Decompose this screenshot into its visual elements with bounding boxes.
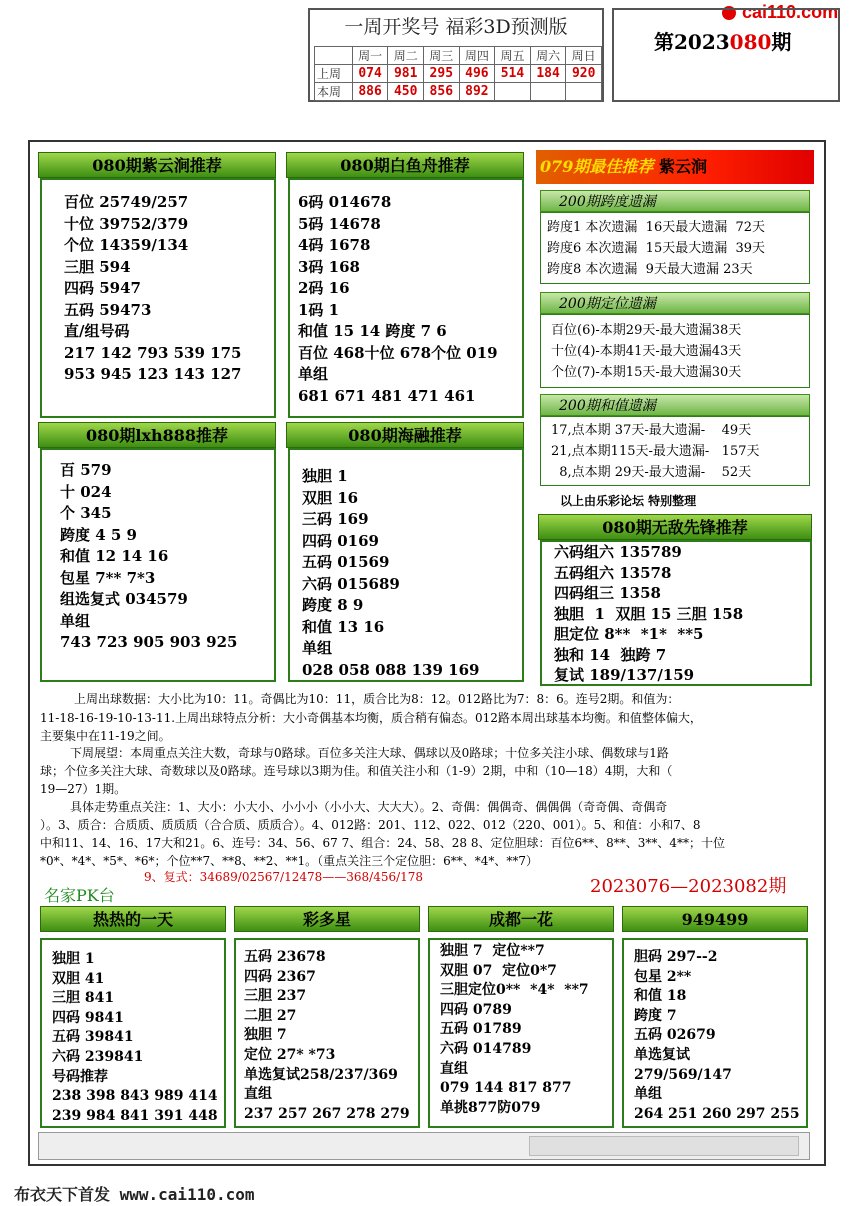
analysis-line: 主要集中在11-19之间。 xyxy=(40,729,171,743)
list-item: 独胆 7 xyxy=(244,1027,287,1044)
day-header: 周日 xyxy=(566,47,602,65)
list-item: 定位 27* *73 xyxy=(244,1046,336,1063)
position-omission-lines xyxy=(551,320,741,383)
bottom-panel-3-lines xyxy=(440,942,589,1118)
list-item: 双胆 41 xyxy=(52,970,105,987)
position-omission-title: 200期定位遗漏 xyxy=(540,292,810,314)
bottom-panel-3-title: 成都一花 xyxy=(428,906,614,932)
list-item: 五码 01789 xyxy=(440,1021,522,1038)
list-item: 2码 16 xyxy=(298,279,350,297)
list-item: 直组 xyxy=(440,1060,468,1077)
list-item: 1码 1 xyxy=(298,300,340,319)
bottom-panel-2-lines xyxy=(244,948,410,1124)
list-item: 和值 15 14 跨度 7 6 xyxy=(298,322,447,340)
bottom-bar-inner xyxy=(529,1136,799,1156)
list-item: 217 142 793 539 175 xyxy=(64,343,242,362)
result-cell xyxy=(530,83,566,101)
list-item: 279/569/147 xyxy=(634,1066,732,1083)
panel-1 xyxy=(40,178,276,418)
list-item: 三胆 594 xyxy=(64,257,131,276)
result-cell: 856 xyxy=(424,83,460,101)
list-item: 三胆 841 xyxy=(52,990,115,1007)
issue-range: 2023076—2023082期 xyxy=(590,876,787,897)
span-omission-lines xyxy=(547,217,765,280)
list-item: 21,点本期115天-最大遗漏- 157天 xyxy=(551,444,760,459)
list-item: 四码 9841 xyxy=(52,1009,124,1026)
bottom-panel-2 xyxy=(234,938,420,1128)
result-cell xyxy=(566,83,602,101)
list-item: 独和 14 独跨 7 xyxy=(554,645,667,664)
result-cell: 920 xyxy=(566,65,602,83)
list-item: 028 058 088 139 169 xyxy=(302,660,480,679)
analysis-line: 9、复式：34689/02567/12478——368/456/178 xyxy=(144,870,424,884)
list-item: 独胆 1 双胆 15 三胆 158 xyxy=(554,604,744,623)
day-header: 周六 xyxy=(530,47,566,65)
result-cell: 892 xyxy=(459,83,495,101)
list-item: 个 345 xyxy=(60,504,112,522)
list-item: 和值 13 16 xyxy=(302,617,385,636)
span-omission-title: 200期跨度遗漏 xyxy=(540,190,810,212)
list-item: 四码 5947 xyxy=(64,279,141,297)
list-item: 四码组三 1358 xyxy=(554,584,661,602)
list-item: 四码 0789 xyxy=(440,1001,512,1018)
result-cell: 514 xyxy=(495,65,531,83)
list-item: 双胆 16 xyxy=(302,488,359,507)
list-item: 953 945 123 143 127 xyxy=(64,365,242,383)
result-cell: 450 xyxy=(388,83,424,101)
list-item: 238 398 843 989 414 xyxy=(52,1088,218,1105)
panel-4-title: 080期海融推荐 xyxy=(286,422,524,448)
list-item: 跨度 7 xyxy=(634,1007,677,1024)
bottom-panel-3 xyxy=(428,938,614,1128)
list-item: 百位 25749/257 xyxy=(64,193,189,211)
best-recommend-banner: 079期最佳推荐 紫云涧 xyxy=(536,150,814,184)
list-item: 8,点本期 29天-最大遗漏- 52天 xyxy=(551,465,752,480)
analysis-line: *0*、*4*、*5*、*6*；个位**7、**8、**2、**1。（重点关注三个定位胆：6**、*4*、**7） xyxy=(40,854,538,868)
list-item: 单组 xyxy=(634,1086,662,1103)
bottom-panel-4-lines xyxy=(634,948,800,1124)
list-item: 号码推荐 xyxy=(52,1068,108,1085)
list-item: 六码 014789 xyxy=(440,1040,532,1057)
list-item: 四码 2367 xyxy=(244,968,316,985)
list-item: 五码组六 13578 xyxy=(554,563,672,582)
day-header: 周三 xyxy=(424,47,460,65)
result-cell: 496 xyxy=(459,65,495,83)
list-item: 单选复试258/237/369 xyxy=(244,1066,398,1083)
list-item: 十位 39752/379 xyxy=(64,214,189,233)
list-item: 单挑877防079 xyxy=(440,1099,541,1116)
list-item: 胆定位 8** *1* **5 xyxy=(554,625,704,643)
position-omission-panel xyxy=(540,314,810,388)
panel-5-title: 080期无敌先锋推荐 xyxy=(538,514,812,540)
list-item: 包星 7** 7*3 xyxy=(60,568,156,587)
analysis-line: 下周展望：本周重点关注大数，奇球与0路球。百位多关注大球、偶球以及0路球；十位多关注小球、偶数球与1路 xyxy=(70,746,669,760)
result-cell: 886 xyxy=(352,83,388,101)
day-header: 周五 xyxy=(495,47,531,65)
list-item: 个位 14359/134 xyxy=(64,236,189,254)
panel-2-lines xyxy=(298,192,498,407)
list-item: 独胆 1 xyxy=(52,951,95,967)
panel-4-lines xyxy=(302,466,479,681)
panel-2-title: 080期白鱼舟推荐 xyxy=(286,152,524,178)
analysis-line: 具体走势重点关注：1、大小：小大小、小小小（小小大、大大大）。2、奇偶：偶偶奇、偶偶偶（奇奇偶、奇偶奇 xyxy=(70,800,668,814)
list-item: 直组 xyxy=(244,1086,272,1103)
day-header: 周四 xyxy=(459,47,495,65)
bottom-panel-1 xyxy=(40,938,226,1128)
list-item: 独胆 1 xyxy=(302,467,348,485)
result-cell: 981 xyxy=(388,65,424,83)
list-item: 三胆 237 xyxy=(244,988,307,1005)
list-item: 单选复试 xyxy=(634,1046,690,1063)
panel-1-lines xyxy=(64,192,241,386)
day-header: 周二 xyxy=(388,47,424,65)
analysis-line: 11-18-16-19-10-13-11.上周出球特点分析：大小奇偶基本均衡，质合稍有偏态。012路本周出球基本均衡。和值整体偏大， xyxy=(40,711,702,725)
list-item: 六码 015689 xyxy=(302,574,400,593)
sum-omission-lines xyxy=(551,420,759,483)
bottom-bar xyxy=(38,1132,810,1160)
list-item: 四码 0169 xyxy=(302,531,379,550)
list-item: 跨度1 本次遗漏 16天最大遗漏 72天 xyxy=(547,220,766,235)
list-item: 3码 168 xyxy=(298,257,360,276)
panel-3 xyxy=(40,448,276,682)
list-item: 组选复式 034579 xyxy=(60,590,188,608)
panel-3-lines xyxy=(60,460,237,654)
list-item: 百 579 xyxy=(60,461,112,479)
row-label: 上周 xyxy=(315,65,353,83)
list-item: 5码 14678 xyxy=(298,214,381,233)
result-cell: 295 xyxy=(424,65,460,83)
list-item: 十 024 xyxy=(60,482,112,501)
sum-omission-title: 200期和值遗漏 xyxy=(540,394,810,416)
result-cell xyxy=(495,83,531,101)
bottom-panel-4 xyxy=(622,938,808,1128)
panel-5 xyxy=(540,540,812,686)
list-item: 五码 02679 xyxy=(634,1027,716,1044)
table-row xyxy=(315,83,602,101)
panel-2 xyxy=(288,178,524,418)
pk-title: 名家PK台 xyxy=(44,886,115,905)
list-item: 743 723 905 903 925 xyxy=(60,633,238,651)
analysis-line: 中和11、14、16、17大和21。6、连号：34、56、67 7、组合：24、58、28 8、定位胆球：百位6**、8**、3**、4**；十位 xyxy=(40,836,726,850)
list-item: 百位 468十位 678个位 019 xyxy=(298,343,498,362)
bottom-panel-4-title: 949499 xyxy=(622,906,808,932)
list-item: 五码 01569 xyxy=(302,553,390,571)
list-item: 单组 xyxy=(298,365,329,383)
list-item: 239 984 841 391 448 xyxy=(52,1107,218,1124)
list-item: 681 671 481 471 461 xyxy=(298,386,476,405)
credit-text: 以上由乐彩论坛 特别整理 xyxy=(560,494,697,508)
list-item: 跨度 8 9 xyxy=(302,596,364,614)
list-item: 和值 18 xyxy=(634,988,687,1005)
issue-title: 第2023080期 xyxy=(654,30,792,54)
span-omission-panel xyxy=(540,212,810,284)
list-item: 五码 23678 xyxy=(244,949,326,965)
analysis-line: ）。3、质合：合质质、质质质（合合质、质质合）。4、012路：201、112、022、012（220、001）。5、和值：小和7、8 xyxy=(40,818,701,832)
list-item: 独胆 7 定位**7 xyxy=(440,943,545,959)
list-item: 264 251 260 297 255 xyxy=(634,1105,800,1122)
list-item: 跨度6 本次遗漏 15天最大遗漏 39天 xyxy=(547,241,766,256)
panel-5-lines xyxy=(554,542,743,686)
list-item: 个位(7)-本期15天-最大遗漏30天 xyxy=(551,365,742,380)
list-item: 和值 12 14 16 xyxy=(60,547,169,565)
list-item: 17,点本期 37天-最大遗漏- 49天 xyxy=(551,423,752,438)
list-item: 跨度8 本次遗漏 9天最大遗漏 23天 xyxy=(547,262,753,277)
list-item: 胆码 297--2 xyxy=(634,949,718,965)
list-item: 237 257 267 278 279 xyxy=(244,1105,410,1122)
result-cell: 074 xyxy=(352,65,388,83)
bottom-panel-1-title: 热热的一天 xyxy=(40,906,226,932)
bottom-panel-1-lines xyxy=(52,950,218,1126)
logo-text: cai110.com xyxy=(742,2,839,22)
table-row xyxy=(315,65,602,83)
list-item: 单组 xyxy=(302,639,333,657)
issue-number: 080 xyxy=(729,30,772,54)
list-item: 二胆 27 xyxy=(244,1007,297,1024)
analysis-line: 19—27）1期。 xyxy=(40,782,127,796)
panel-4 xyxy=(288,448,524,682)
result-cell: 184 xyxy=(530,65,566,83)
list-item: 百位(6)-本期29天-最大遗漏38天 xyxy=(551,323,742,338)
weekly-results-table xyxy=(314,46,602,101)
list-item: 六码 239841 xyxy=(52,1048,144,1065)
list-item: 五码 39841 xyxy=(52,1029,134,1046)
footer-text: 布衣天下首发 www.cai110.com xyxy=(14,1185,255,1204)
list-item: 三胆定位0** *4* **7 xyxy=(440,982,589,999)
list-item: 6码 014678 xyxy=(298,193,392,211)
list-item: 单组 xyxy=(60,611,91,630)
sum-omission-panel xyxy=(540,416,810,486)
list-item: 六码组六 135789 xyxy=(554,543,682,561)
list-item: 079 144 817 877 xyxy=(440,1080,572,1097)
weekly-results-box xyxy=(308,8,604,102)
weekly-results-title: 一周开奖号 福彩3D预测版 xyxy=(344,16,568,38)
list-item: 跨度 4 5 9 xyxy=(60,525,137,544)
day-header: 周一 xyxy=(352,47,388,65)
list-item: 复试 189/137/159 xyxy=(554,666,695,684)
table-row xyxy=(315,47,602,65)
list-item: 4码 1678 xyxy=(298,236,371,254)
list-item: 五码 59473 xyxy=(64,300,152,319)
panel-3-title: 080期lxh888推荐 xyxy=(38,422,276,448)
row-label: 本周 xyxy=(315,83,353,101)
list-item: 包星 2** xyxy=(634,968,692,985)
panel-1-title: 080期紫云涧推荐 xyxy=(38,152,276,178)
list-item: 十位(4)-本期41天-最大遗漏43天 xyxy=(551,344,742,359)
analysis-line: 球；个位多关注大球、奇数球以及0路球。连号球以3期为佳。和值关注小和（1-9）2期，中和（10—18）4期，大和（ xyxy=(40,764,673,778)
list-item: 双胆 07 定位0*7 xyxy=(440,962,557,979)
bottom-panel-2-title: 彩多星 xyxy=(234,906,420,932)
list-item: 三码 169 xyxy=(302,510,369,528)
issue-box xyxy=(612,8,840,102)
analysis-line: 上周出球数据：大小比为10：11。奇偶比为10：11，质合比为8：12。012路比为7：8：6。连号2期。和值为： xyxy=(74,692,680,706)
list-item: 直/组号码 xyxy=(64,322,130,340)
